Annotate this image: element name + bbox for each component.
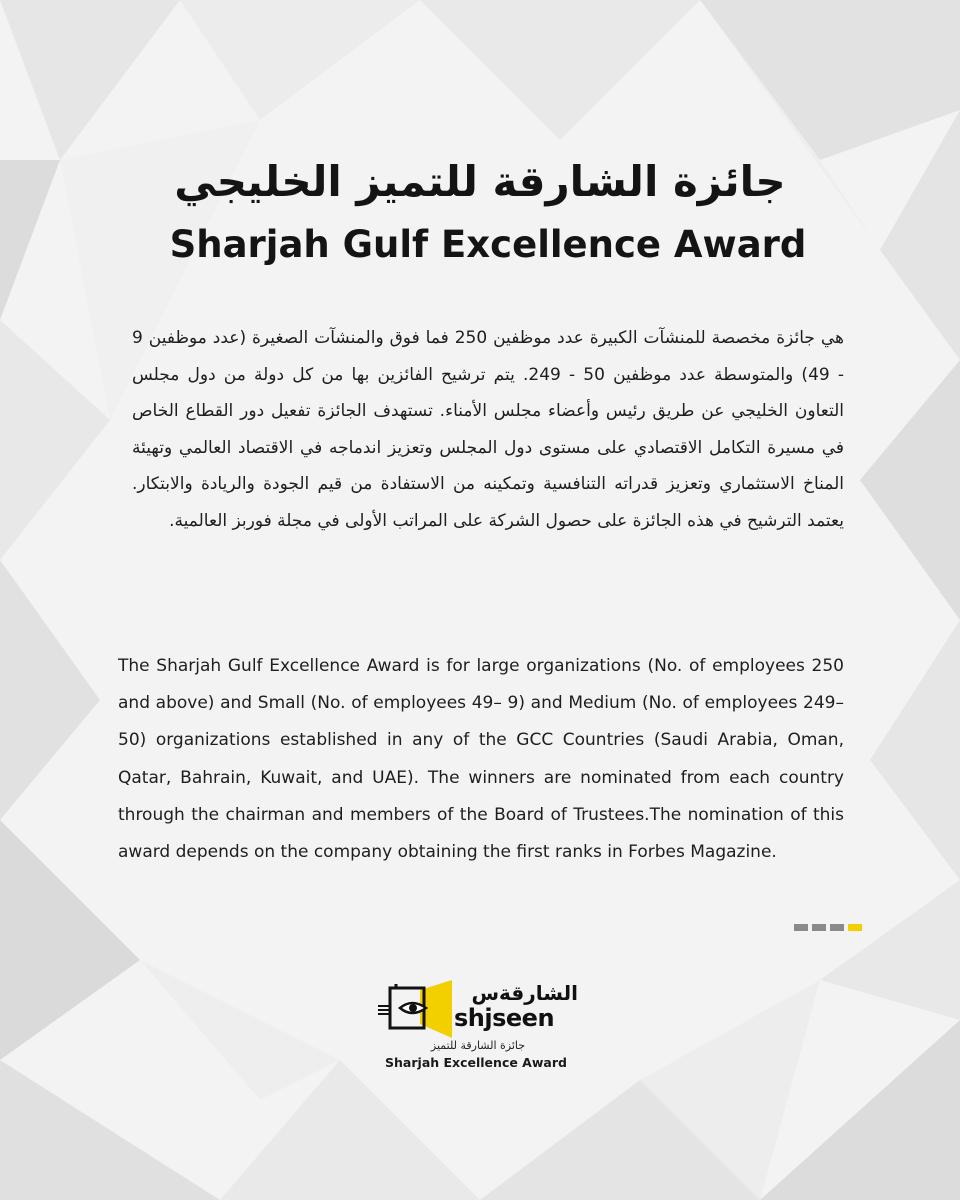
dash-2 [812, 924, 826, 931]
decorative-dashes [794, 924, 862, 932]
eye-projector-icon [374, 980, 452, 1040]
logo-subtitle-arabic: جائزة الشارقة للتميز [430, 1039, 526, 1052]
shjseen-logo [370, 980, 590, 1080]
dash-3 [830, 924, 844, 931]
logo-name-english: shjseen [454, 1004, 555, 1032]
title-arabic: جائزة الشارقة للتميز الخليجي [174, 157, 786, 206]
title-english: Sharjah Gulf Excellence Award [169, 223, 807, 266]
logo-name-arabic: الشارقةس [471, 981, 578, 1005]
description-english: The Sharjah Gulf Excellence Award is for large organizations (No. of employees 250 and above) and Small (No. of employees 49– 9) and Medium (No. of employees 249– 50) organizations established in any of the GCC Countries (Saudi Arabia, Oman, Qatar, Bahrain, Kuwait, and UAE). The winners are nominated from each country through the chairman and members of the Board of Trustees.The nomination of this award depends on the company obtaining the first ranks in Forbes Magazine. [118, 656, 844, 863]
logo-subtitle-english: Sharjah Excellence Award [385, 1055, 567, 1070]
dash-1 [794, 924, 808, 931]
dash-accent [848, 924, 862, 931]
description-arabic: هي جائزة مخصصة للمنشآت الكبيرة عدد موظفين 250 فما فوق والمنشآت الصغيرة (عدد موظفين 9 - 49) والمتوسطة عدد موظفين 50 - 249. يتم ترشيح الفائزين بها من كل دولة من دول مجلس التعاون الخليجي عن طريق رئيس وأعضاء مجلس الأمناء. تستهدف الجائزة تفعيل دور القطاع الخاص في مسيرة التكامل الاقتصادي على مستوى دول المجلس وتعزيز اندماجه في الاقتصاد العالمي وتهيئة المناخ الاستثماري وتعزيز قدراته التنافسية وتمكينه من الاستفادة من قيم الجودة والريادة والابتكار. يعتمد الترشيح في هذه الجائزة على حصول الشركة على المراتب الأولى في مجلة فوربز العالمية. [132, 328, 844, 531]
